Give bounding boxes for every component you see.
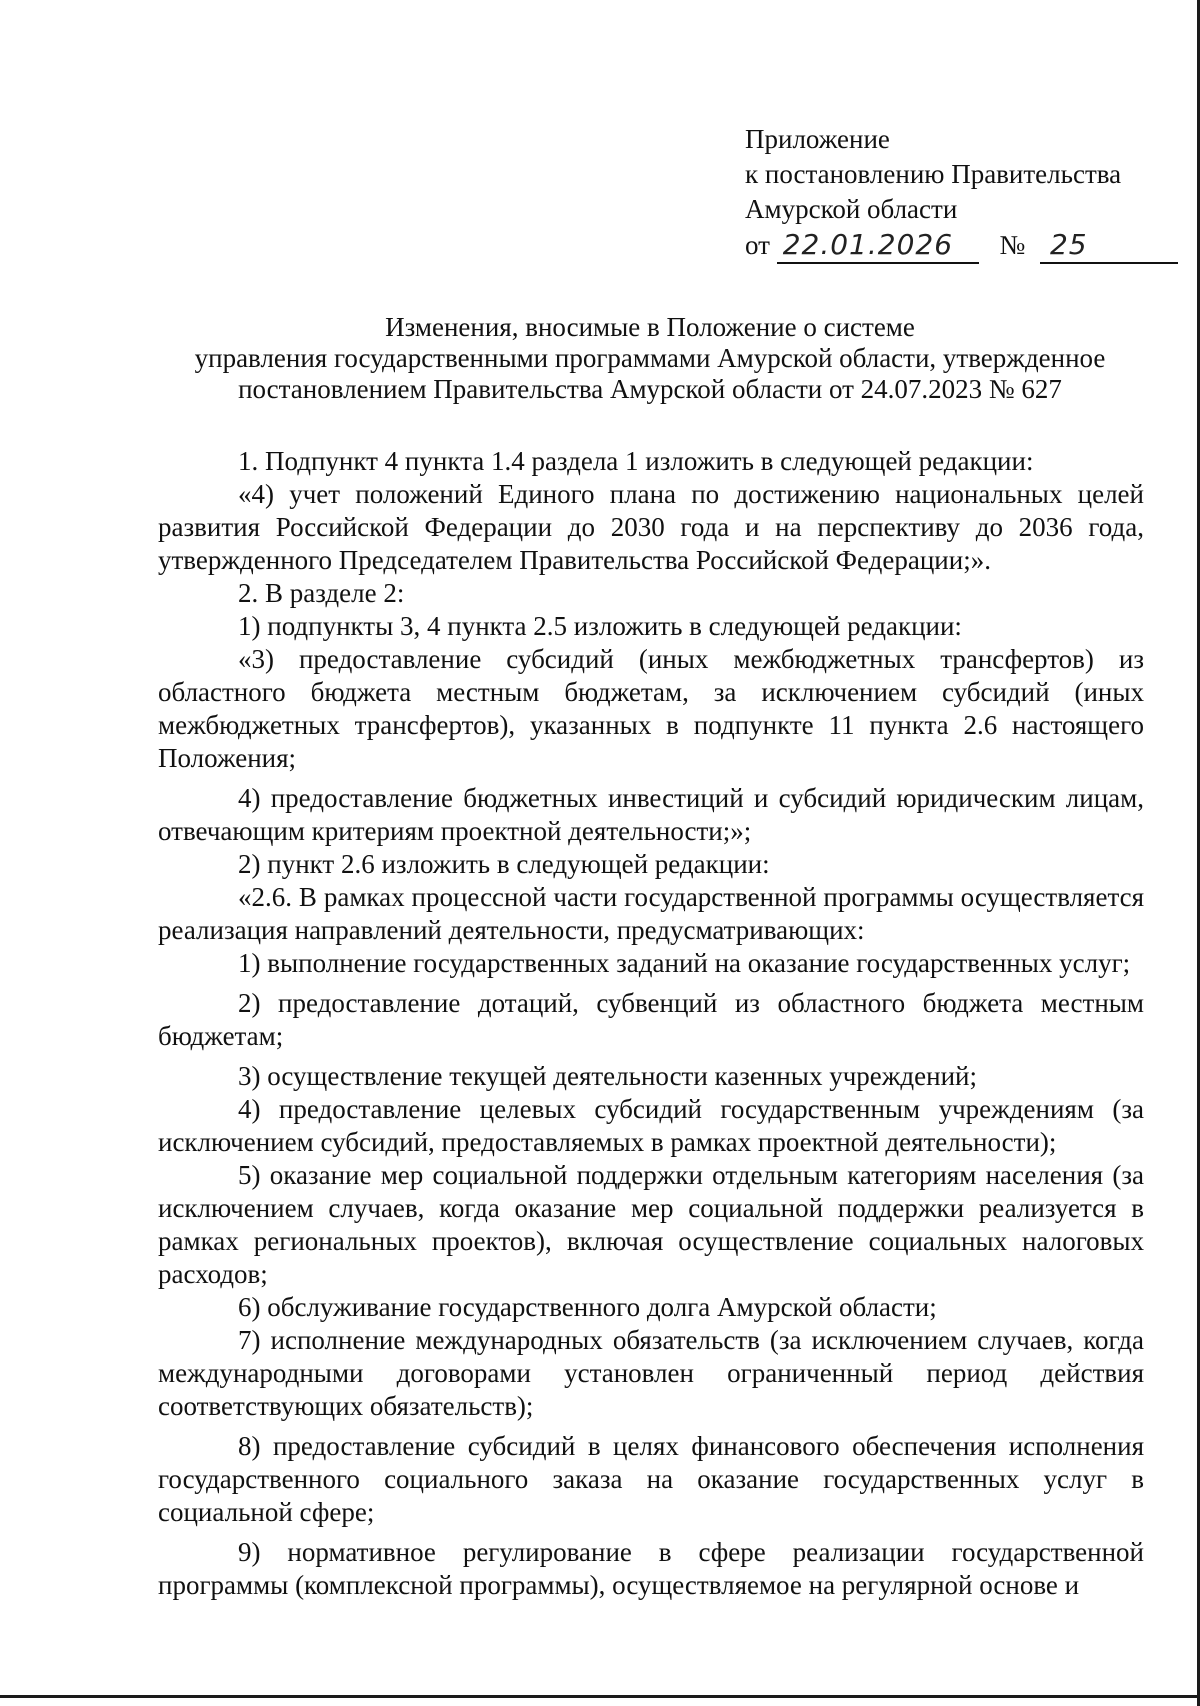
title-line-3: постановлением Правительства Амурской области от 24.07.2023 № 627	[238, 374, 1062, 404]
paragraph: 9) нормативное регулирование в сфере реализации государственной программы (комплексной программы), осуществляемое на регулярной основе и	[158, 1537, 1144, 1600]
handwritten-date: 22.01.2026	[777, 227, 979, 264]
paragraph: «4) учет положений Единого плана по достижению национальных целей развития Российской Федерации до 2030 года и на перспективу до 2036 года, утвержденного Председателем Правительства Российской Федерации;».	[158, 479, 1144, 575]
paragraph: 4) предоставление целевых субсидий государственным учреждениям (за исключением субсидий, предоставляемых в рамках проектной деятельности);	[158, 1094, 1144, 1157]
paragraph: 6) обслуживание государственного долга Амурской области;	[238, 1292, 937, 1322]
appendix-block	[745, 122, 1178, 264]
document-body	[158, 445, 1144, 1602]
paragraph: 1) выполнение государственных заданий на оказание государственных услуг;	[238, 948, 1131, 978]
number-label: №	[999, 230, 1026, 260]
date-prefix: от	[745, 230, 770, 260]
paragraph: 2. В разделе 2:	[238, 578, 405, 608]
paragraph: 5) оказание мер социальной поддержки отдельным категориям населения (за исключением случаев, когда оказание мер социальной поддержки реализуется в рамках региональных проектов), включая осуществление социальных налоговых расходов;	[158, 1160, 1144, 1289]
appendix-date-number-row	[745, 227, 1178, 264]
paragraph: 4) предоставление бюджетных инвестиций и субсидий юридическим лицам, отвечающим критериям проектной деятельности;»;	[158, 783, 1144, 846]
appendix-resolution-line: к постановлению Правительства	[745, 159, 1122, 189]
paragraph: 3) осуществление текущей деятельности казенных учреждений;	[238, 1061, 977, 1091]
title-line-1: Изменения, вносимые в Положение о системе	[385, 312, 915, 342]
scan-bottom-edge	[0, 1695, 1197, 1698]
handwritten-number: 25	[1040, 227, 1178, 264]
paragraph: 1) подпункты 3, 4 пункта 2.5 изложить в следующей редакции:	[238, 611, 962, 641]
paragraph: «3) предоставление субсидий (иных межбюджетных трансфертов) из областного бюджета местным бюджетам, за исключением субсидий (иных межбюджетных трансфертов), указанных в подпункте 11 пункта 2.6 настоящего Положения;	[158, 644, 1144, 773]
paragraph: 2) предоставление дотаций, субвенций из областного бюджета местным бюджетам;	[158, 988, 1144, 1051]
appendix-region-line: Амурской области	[745, 194, 958, 224]
paragraph: 7) исполнение международных обязательств (за исключением случаев, когда международными договорами установлен ограниченный период действия соответствующих обязательств);	[158, 1325, 1144, 1421]
title-line-2: управления государственными программами Амурской области, утвержденное	[194, 343, 1106, 373]
paragraph: 2) пункт 2.6 изложить в следующей редакции:	[238, 849, 770, 879]
paragraph: 1. Подпункт 4 пункта 1.4 раздела 1 изложить в следующей редакции:	[238, 446, 1034, 476]
appendix-heading: Приложение	[745, 124, 890, 154]
paragraph: «2.6. В рамках процессной части государственной программы осуществляется реализация направлений деятельности, предусматривающих:	[158, 882, 1144, 945]
paragraph: 8) предоставление субсидий в целях финансового обеспечения исполнения государственного социального заказа на оказание государственных услуг в социальной сфере;	[158, 1431, 1144, 1527]
document-title	[150, 312, 1150, 405]
